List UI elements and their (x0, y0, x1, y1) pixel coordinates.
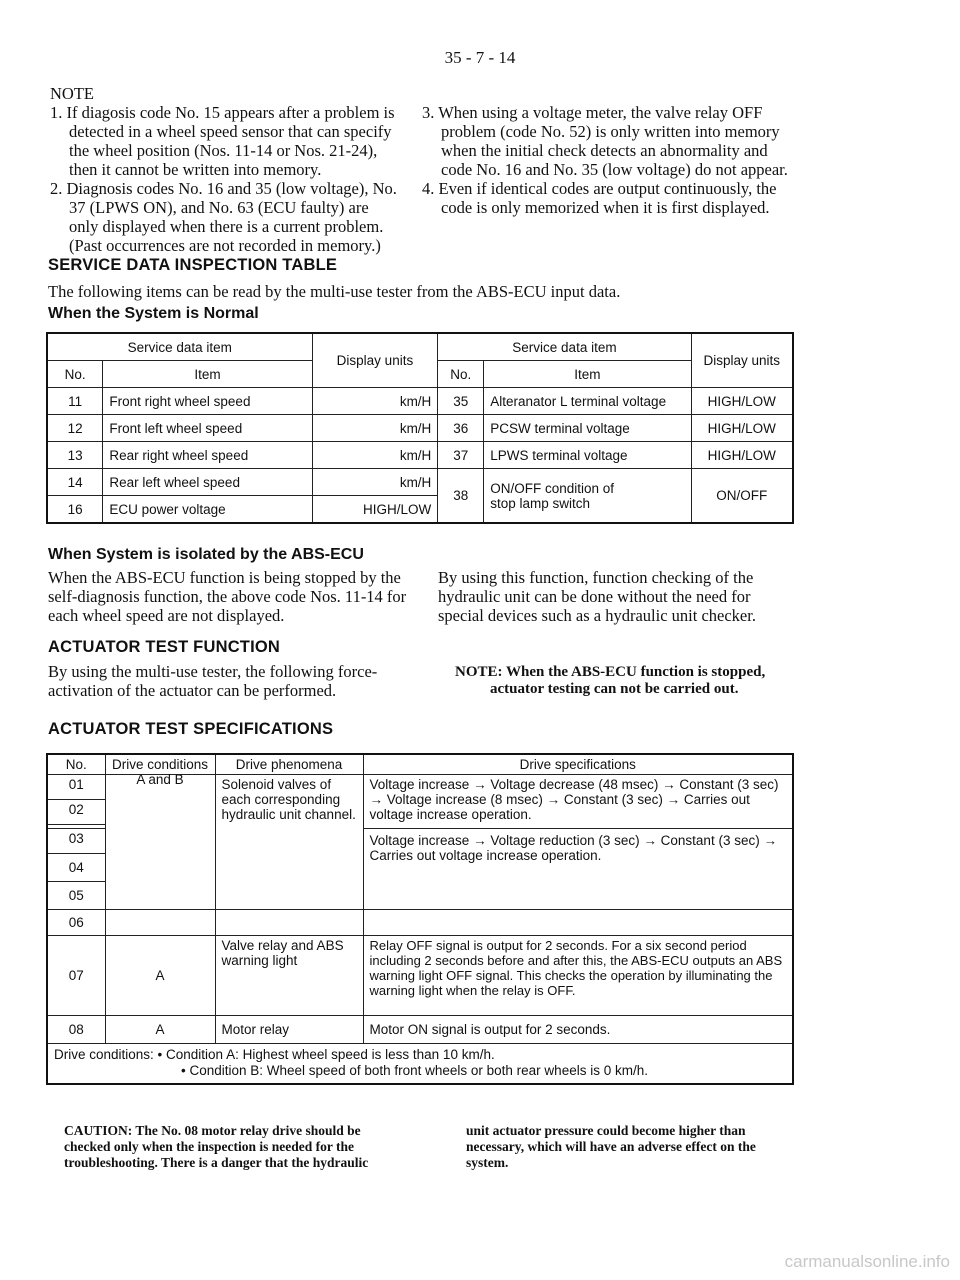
isolated-left-text: When the ABS-ECU function is being stopped by the self-diagnosis function, the above code Nos. 11-14 for each wheel speed are not displayed. (48, 568, 407, 625)
note-item-4: 4. Even if identical codes are output continuously, the code is only memorized when it is first displayed. (422, 179, 777, 217)
cell-phenomena (215, 910, 363, 936)
cell-no: 16 (47, 496, 103, 524)
table-row (47, 1016, 793, 1044)
cell-item: Front right wheel speed (103, 388, 312, 415)
cell-spec: Motor ON signal is output for 2 seconds. (363, 1016, 793, 1044)
cell-item: Front left wheel speed (103, 415, 312, 442)
cell-no: 07 (47, 936, 105, 1016)
header-item-right: Item (484, 361, 691, 388)
cell-no: 02 (47, 800, 105, 825)
header-no-left: No. (47, 361, 103, 388)
header-no-right: No. (438, 361, 484, 388)
table-header-row (47, 333, 793, 361)
drive-conditions-footnote: Drive conditions: • Condition A: Highest wheel speed is less than 10 km/h. • Condition B: Wheel speed of both front wheels or both rear wheels is 0 km/h. (47, 1044, 793, 1085)
cell-no: 36 (438, 415, 484, 442)
caution-right: unit actuator pressure could become higher than necessary, which will have an adverse effect on the system. (466, 1123, 756, 1170)
cell-item: LPWS terminal voltage (484, 442, 691, 469)
cell-unit: km/H (312, 388, 438, 415)
cell-phenomena: Motor relay (215, 1016, 363, 1044)
actuator-note: NOTE: When the ABS-ECU function is stopped, actuator testing can not be carried out. (455, 664, 766, 697)
cell-no: 12 (47, 415, 103, 442)
caution-left: CAUTION: The No. 08 motor relay drive should be checked only when the inspection is needed for the troubleshooting. There is a danger that the hydraulic (64, 1123, 369, 1170)
table-row (47, 442, 793, 469)
note-item-3: 3. When using a voltage meter, the valve relay OFF problem (code No. 52) is only written into memory when the initial check detects an abnormality and code No. 16 and No. 35 (low voltage) do not appear. (422, 103, 788, 179)
table-row (47, 936, 793, 1016)
header-display-units-left: Display units (312, 333, 438, 388)
note-item-2: 2. Diagnosis codes No. 16 and 35 (low voltage), No. 37 (LPWS ON), and No. 63 (ECU faulty) are only displayed when there is a current problem. (Past occurrences are not recorded in memory.) (50, 179, 397, 255)
isolated-right-text: By using this function, function checking of the hydraulic unit can be done without the need for special devices such as a hydraulic unit checker. (438, 568, 756, 625)
actuator-specs-heading: ACTUATOR TEST SPECIFICATIONS (48, 720, 334, 738)
cell-item: PCSW terminal voltage (484, 415, 691, 442)
actuator-test-text: By using the multi-use tester, the following force-activation of the actuator can be performed. (48, 662, 378, 700)
cell-item: Rear right wheel speed (103, 442, 312, 469)
cell-spec: Voltage increase → Voltage reduction (3 sec) → Constant (3 sec) → Carries out voltage increase operation. (363, 829, 793, 910)
table-row (47, 775, 793, 800)
cell-spec (363, 910, 793, 936)
header-item-left: Item (103, 361, 312, 388)
cell-item: ECU power voltage (103, 496, 312, 524)
cell-no: 01 (47, 775, 105, 800)
note-heading: NOTE (50, 84, 94, 103)
service-data-table (46, 332, 794, 524)
table-row (47, 469, 793, 496)
cell-no: 06 (47, 910, 105, 936)
cell-conditions: A (105, 936, 215, 1016)
cell-phenomena: Valve relay and ABS warning light (215, 936, 363, 1016)
cell-unit: km/H (312, 469, 438, 496)
cell-unit: km/H (312, 415, 438, 442)
service-data-heading: SERVICE DATA INSPECTION TABLE (48, 256, 338, 274)
table-row (47, 388, 793, 415)
cell-unit: km/H (312, 442, 438, 469)
note-left-column (50, 84, 400, 255)
cell-unit: ON/OFF (691, 469, 793, 524)
cell-spec: Voltage increase → Voltage decrease (48 msec) → Constant (3 sec) → Voltage increase (8 msec) → Constant (3 sec) → Carries out voltage increase operation. (363, 775, 793, 829)
cell-unit: HIGH/LOW (691, 415, 793, 442)
header-service-data-item-right: Service data item (438, 333, 691, 361)
cell-unit: HIGH/LOW (691, 388, 793, 415)
note-right-column (422, 103, 794, 217)
cell-no: 35 (438, 388, 484, 415)
actuator-specs-table (46, 753, 794, 1085)
cell-conditions: A (105, 1016, 215, 1044)
cell-item: Rear left wheel speed (103, 469, 312, 496)
header-drive-specifications: Drive specifications (363, 754, 793, 775)
service-data-intro: The following items can be read by the multi-use tester from the ABS-ECU input data. (48, 282, 621, 301)
normal-system-subheading: When the System is Normal (48, 305, 259, 322)
header-service-data-item-left: Service data item (47, 333, 312, 361)
cell-no: 05 (47, 882, 105, 910)
table-row (47, 910, 793, 936)
cell-conditions (105, 910, 215, 936)
cell-no: 37 (438, 442, 484, 469)
cell-no: 04 (47, 854, 105, 882)
watermark: carmanualsonline.info (784, 1252, 950, 1271)
cell-phenomena: Solenoid valves of each corresponding hydraulic unit channel. (215, 775, 363, 910)
cell-unit: HIGH/LOW (691, 442, 793, 469)
cell-item: ON/OFF condition of stop lamp switch (484, 469, 691, 524)
cell-no: 11 (47, 388, 103, 415)
cell-no: 08 (47, 1016, 105, 1044)
cell-item: Alteranator L terminal voltage (484, 388, 691, 415)
cell-no: 13 (47, 442, 103, 469)
page-number: 35 - 7 - 14 (444, 48, 516, 67)
cell-unit: HIGH/LOW (312, 496, 438, 524)
header-display-units-right: Display units (691, 333, 793, 388)
cell-conditions: A and B (105, 775, 215, 910)
cell-no: 03 (47, 829, 105, 854)
header-drive-phenomena: Drive phenomena (215, 754, 363, 775)
cell-spec: Relay OFF signal is output for 2 seconds. For a six second period including 2 seconds before and after this, the ABS-ECU outputs an ABS warning light OFF signal. This checks the operation by illuminating the warning light when the relay is OFF. (363, 936, 793, 1016)
footnote-row (47, 1044, 793, 1085)
note-item-1: 1. If diagosis code No. 15 appears after a problem is detected in a wheel speed sensor that can specify the wheel position (Nos. 11-14 or Nos. 21-24), then it cannot be written into memory. (50, 103, 395, 179)
cell-no: 38 (438, 469, 484, 524)
isolated-heading: When System is isolated by the ABS-ECU (48, 546, 364, 563)
header-no: No. (47, 754, 105, 775)
actuator-test-heading: ACTUATOR TEST FUNCTION (48, 638, 281, 656)
header-drive-conditions: Drive conditions (105, 754, 215, 775)
cell-no: 14 (47, 469, 103, 496)
table-row (47, 415, 793, 442)
